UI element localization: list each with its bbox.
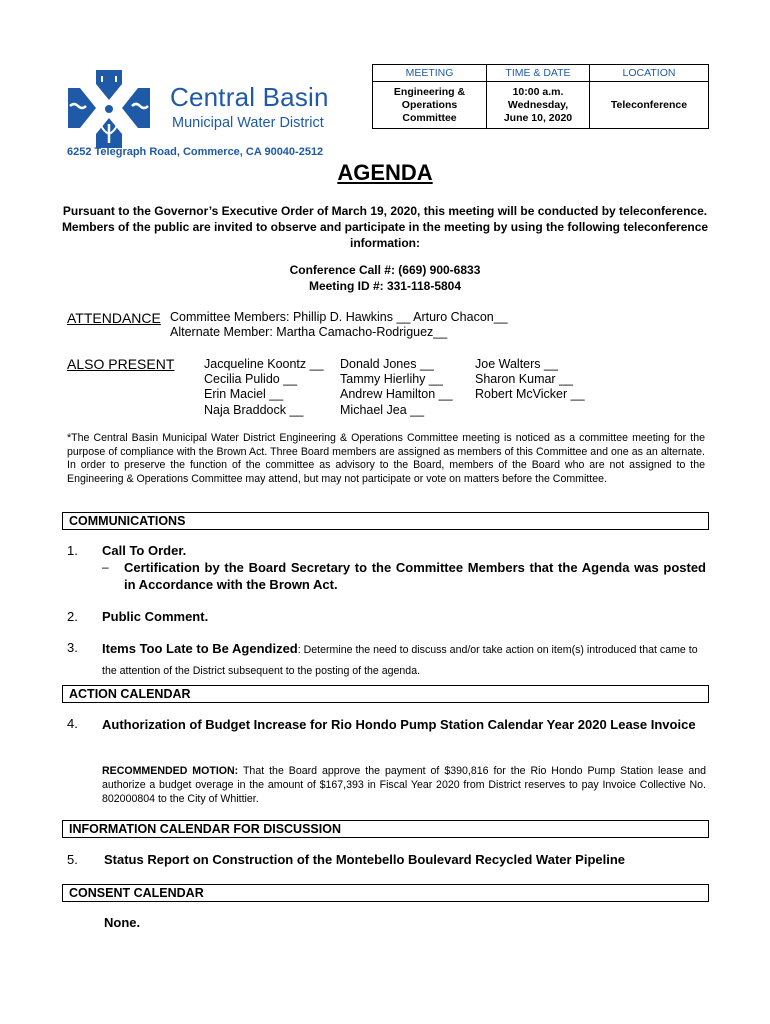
attendee-name: Erin Maciel __ <box>204 387 284 402</box>
section-action-calendar: ACTION CALENDAR <box>62 685 709 703</box>
executive-order-notice: Pursuant to the Governor’s Executive Order of March 19, 2020, this meeting will be conducted by teleconference. Members of the public are invited to observe and participate in the meeting by using the following teleconference information: <box>61 204 709 250</box>
recommended-motion <box>102 764 706 806</box>
attendee-name: Donald Jones __ <box>340 357 434 371</box>
also-present-column <box>204 357 324 418</box>
attendee-name: Jacqueline Koontz __ <box>204 357 324 371</box>
item-title: Status Report on Construction of the Montebello Boulevard Recycled Water Pipeline <box>104 852 626 867</box>
also-present-label: ALSO PRESENT <box>67 356 175 372</box>
item-number: 4. <box>67 716 78 731</box>
also-present-column <box>475 357 585 403</box>
item-title: Call To Order. <box>102 543 187 558</box>
attendee-name: Joe Walters __ <box>475 357 558 371</box>
time-date-line: June 10, 2020 <box>503 111 573 124</box>
item-number: 3. <box>67 640 78 655</box>
committee-notice: *The Central Basin Municipal Water District Engineering & Operations Committee meeting is noticed as a committee meeting for the purpose of compliance with the Brown Act. Three Board members are assigned as members of this Committee and one as an alternate. In order to preserve the function of the committee as advisory to the Board, members of the Board who are not assigned to the Engineering & Operations Committee may attend, but may not participate or vote on matters before the Committee. <box>67 432 705 486</box>
attendee-name: Tammy Hierlihy __ <box>340 372 443 387</box>
section-consent-calendar: CONSENT CALENDAR <box>62 884 709 902</box>
district-subtitle: Municipal Water District <box>172 115 324 131</box>
meeting-info-table <box>372 64 709 129</box>
attendee-name: Andrew Hamilton __ <box>340 387 453 402</box>
consent-none: None. <box>104 915 141 930</box>
item-subpoint: Certification by the Board Secretary to the Committee Members that the Agenda was posted in Accordance with the Brown Act. <box>124 560 706 592</box>
district-name: Central Basin <box>170 82 329 112</box>
committee-members: Committee Members: Phillip D. Hawkins __ Arturo Chacon__ <box>170 310 508 324</box>
attendee-name: Cecilia Pulido __ <box>204 372 298 387</box>
item-title: Authorization of Budget Increase for Rio Hondo Pump Station Calendar Year 2020 Lease Invoice <box>102 717 696 732</box>
attendee-name: Michael Jea __ <box>340 402 425 417</box>
time-date-header: TIME & DATE <box>487 65 590 82</box>
section-information-calendar: INFORMATION CALENDAR FOR DISCUSSION <box>62 820 709 838</box>
section-communications: COMMUNICATIONS <box>62 512 709 530</box>
item-number: 1. <box>67 543 78 558</box>
attendee-name: Naja Braddock __ <box>204 402 304 417</box>
attendee-name: Sharon Kumar __ <box>475 372 573 387</box>
attendance-label: ATTENDANCE <box>67 310 161 326</box>
dash-bullet-icon: – <box>102 560 109 574</box>
time-date-cell <box>487 82 590 129</box>
meeting-id: Meeting ID #: 331-118-5804 <box>308 279 462 293</box>
item-title: Public Comment. <box>102 609 209 624</box>
motion-label: RECOMMENDED MOTION: <box>102 765 239 777</box>
item-number: 5. <box>67 852 78 867</box>
meeting-header: MEETING <box>373 65 487 82</box>
alternate-member: Alternate Member: Martha Camacho-Rodriguez__ <box>170 325 448 339</box>
page-title: AGENDA <box>337 160 433 185</box>
item-description: : Determine the need to discuss and/or take action on item(s) introduced that came to the attention of the District subsequent to the posting of the agenda. <box>102 644 698 677</box>
also-present-column <box>340 357 453 418</box>
district-address: 6252 Telegraph Road, Commerce, CA 90040-2512 <box>67 146 324 158</box>
item-title: Items Too Late to Be Agendized <box>102 641 298 656</box>
meeting-cell <box>373 82 487 129</box>
district-logo-icon <box>66 68 152 150</box>
location-header: LOCATION <box>590 65 709 82</box>
item-number: 2. <box>67 609 78 624</box>
location-cell: Teleconference <box>590 82 709 129</box>
meeting-line: Committee <box>402 111 457 124</box>
conference-call-number: Conference Call #: (669) 900-6833 <box>289 263 481 277</box>
time-date-line: 10:00 a.m. <box>512 85 564 98</box>
meeting-line: Engineering & <box>393 85 466 98</box>
item-body <box>102 639 707 681</box>
motion-text: That the Board approve the payment of $390,816 for the Rio Hondo Pump Station lease and authorize a budget overage in the amount of $167,393 in Fiscal Year 2020 from District reserves to pay Invoice Collective No. 802000804 to the City of Whittier. <box>102 765 706 805</box>
time-date-line: Wednesday, <box>507 98 569 111</box>
meeting-line: Operations <box>401 98 458 111</box>
attendee-name: Robert McVicker __ <box>475 387 585 402</box>
